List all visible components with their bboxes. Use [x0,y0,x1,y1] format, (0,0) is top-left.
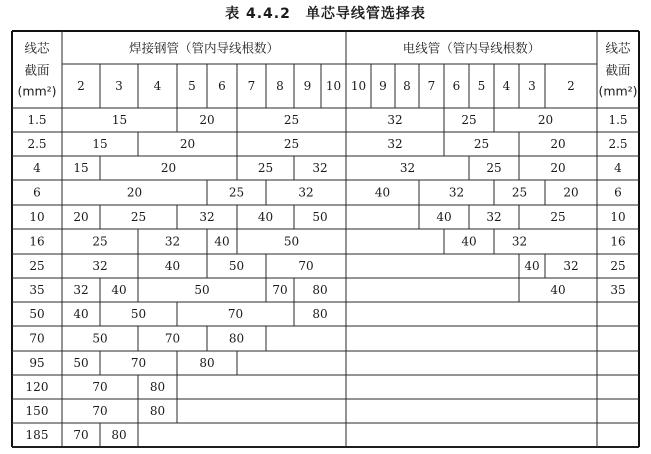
welded-pipe-size: 70 [92,380,108,394]
conduit-wire-count: 6 [452,79,461,93]
conduit-size: 32 [448,185,465,200]
welded-pipe-size: 25 [283,113,300,127]
conduit-size: 25 [511,185,528,200]
conduit-size: 32 [387,113,403,127]
welded-pipe-size: 50 [92,331,108,346]
conduit-wire-count: 5 [477,79,486,93]
welded-wire-count: 5 [188,79,196,93]
conduit-size: 32 [486,210,502,224]
welded-wire-count: 10 [325,79,342,93]
conduit-size: 25 [550,210,566,224]
welded-pipe-size: 40 [257,210,274,224]
welded-pipe-size: 25 [257,161,274,175]
welded-pipe-size: 70 [130,356,147,370]
welded-wire-count: 8 [276,79,284,93]
conduit-size: 32 [511,234,528,249]
conduit-size: 40 [550,283,566,297]
welded-pipe-size: 25 [92,234,108,249]
welded-pipe-size: 50 [194,283,210,297]
conduit-wire-count: 4 [502,79,511,93]
welded-pipe-size: 40 [111,283,127,297]
left-section-header: 线芯 [24,40,50,56]
welded-pipe-size: 70 [92,404,108,418]
welded-pipe-size: 70 [227,307,244,321]
row-section-right: 1.5 [608,113,628,127]
row-section: 6 [33,185,41,200]
welded-pipe-size: 25 [228,185,245,200]
conduit-wire-count: 9 [379,79,387,93]
conduit-size: 20 [537,113,554,127]
welded-pipe-size: 50 [73,356,89,370]
welded-wire-count: 3 [115,79,123,93]
welded-pipe-size: 32 [199,210,215,224]
welded-pipe-size: 80 [312,283,328,297]
welded-pipe-size: 40 [164,259,181,273]
welded-wire-count: 2 [77,79,85,93]
right-section-header: 截面 [605,62,631,78]
welded-wire-count: 7 [247,79,256,93]
row-section: 10 [29,210,45,224]
welded-pipe-size: 80 [228,331,245,346]
welded-wire-count: 4 [153,79,162,93]
conduit-size: 20 [550,161,566,175]
welded-pipe-size: 50 [312,210,328,224]
row-section: 185 [25,428,49,442]
welded-pipe-size: 15 [92,137,108,151]
welded-pipe-size: 20 [73,210,89,224]
welded-pipe-size: 40 [214,234,230,249]
row-section-right: 35 [610,283,626,297]
row-section-right: 10 [610,210,626,224]
welded-pipe-size: 25 [283,137,300,151]
row-section: 120 [25,380,49,394]
left-section-header: (mm²) [17,83,57,99]
welded-pipe-size: 32 [73,283,89,297]
welded-pipe-size: 70 [298,259,314,273]
table-title: 表 4.4.2 单芯导线管选择表 [225,6,426,22]
welded-wire-count: 9 [303,79,312,93]
row-section: 150 [25,404,49,418]
welded-pipe-size: 50 [130,307,147,321]
welded-pipe-size: 32 [92,259,108,273]
row-section: 1.5 [27,113,47,127]
conduit-size: 32 [387,137,403,151]
welded-steel-pipe-group-header: 焊接钢管（管内导线根数） [128,40,280,56]
row-section: 35 [29,283,45,297]
row-section-right: 2.5 [608,137,628,151]
row-section: 4 [33,161,41,175]
welded-pipe-size: 15 [111,113,128,127]
welded-pipe-size: 80 [312,307,328,321]
conduit-size: 32 [563,259,579,273]
conduit-size: 40 [461,234,477,249]
welded-pipe-size: 32 [164,234,181,249]
conduit-size: 20 [563,185,579,200]
row-section: 70 [29,331,45,346]
welded-pipe-size: 80 [111,428,127,442]
right-section-header: 线芯 [605,40,631,56]
row-section-right: 25 [610,259,626,273]
welded-pipe-size: 20 [160,161,177,175]
row-section-right: 16 [610,234,626,249]
welded-pipe-size: 80 [149,380,166,394]
conduit-size: 25 [473,137,490,151]
row-section-right: 4 [614,161,622,175]
conduit-wire-count: 7 [427,79,436,93]
left-section-header: 截面 [24,62,50,78]
conduit-size: 40 [374,185,391,200]
welded-pipe-size: 32 [298,185,314,200]
row-section: 16 [29,234,45,249]
conduit-size: 20 [550,137,566,151]
welded-pipe-size: 25 [130,210,147,224]
welded-pipe-size: 80 [149,404,166,418]
welded-wire-count: 6 [218,79,226,93]
conduit-wire-count: 3 [528,79,536,93]
conduit-wire-count: 8 [403,79,411,93]
welded-pipe-size: 32 [312,161,328,175]
welded-pipe-size: 20 [179,137,196,151]
welded-pipe-size: 15 [73,161,89,175]
conduit-wire-count: 2 [567,79,575,93]
conduit-group-header: 电线管（管内导线根数） [402,40,541,56]
row-section: 2.5 [27,137,47,151]
row-section: 25 [29,259,45,273]
row-section-right: 6 [614,185,622,200]
conduit-size: 40 [524,259,540,273]
row-section: 50 [29,307,45,321]
welded-pipe-size: 40 [73,307,89,321]
conduit-size: 25 [461,113,477,127]
welded-pipe-size: 80 [199,356,215,370]
conduit-size: 32 [399,161,416,175]
conduit-size: 25 [486,161,502,175]
welded-pipe-size: 70 [73,428,89,442]
welded-pipe-size: 50 [228,259,245,273]
conduit-wire-count: 10 [350,79,367,93]
row-section: 95 [29,356,45,370]
welded-pipe-size: 20 [199,113,215,127]
welded-pipe-size: 70 [164,331,181,346]
welded-pipe-size: 20 [126,185,143,200]
right-section-header: (mm²) [598,83,638,99]
welded-pipe-size: 70 [272,283,288,297]
welded-pipe-size: 50 [283,234,300,249]
conduit-size: 40 [436,210,452,224]
